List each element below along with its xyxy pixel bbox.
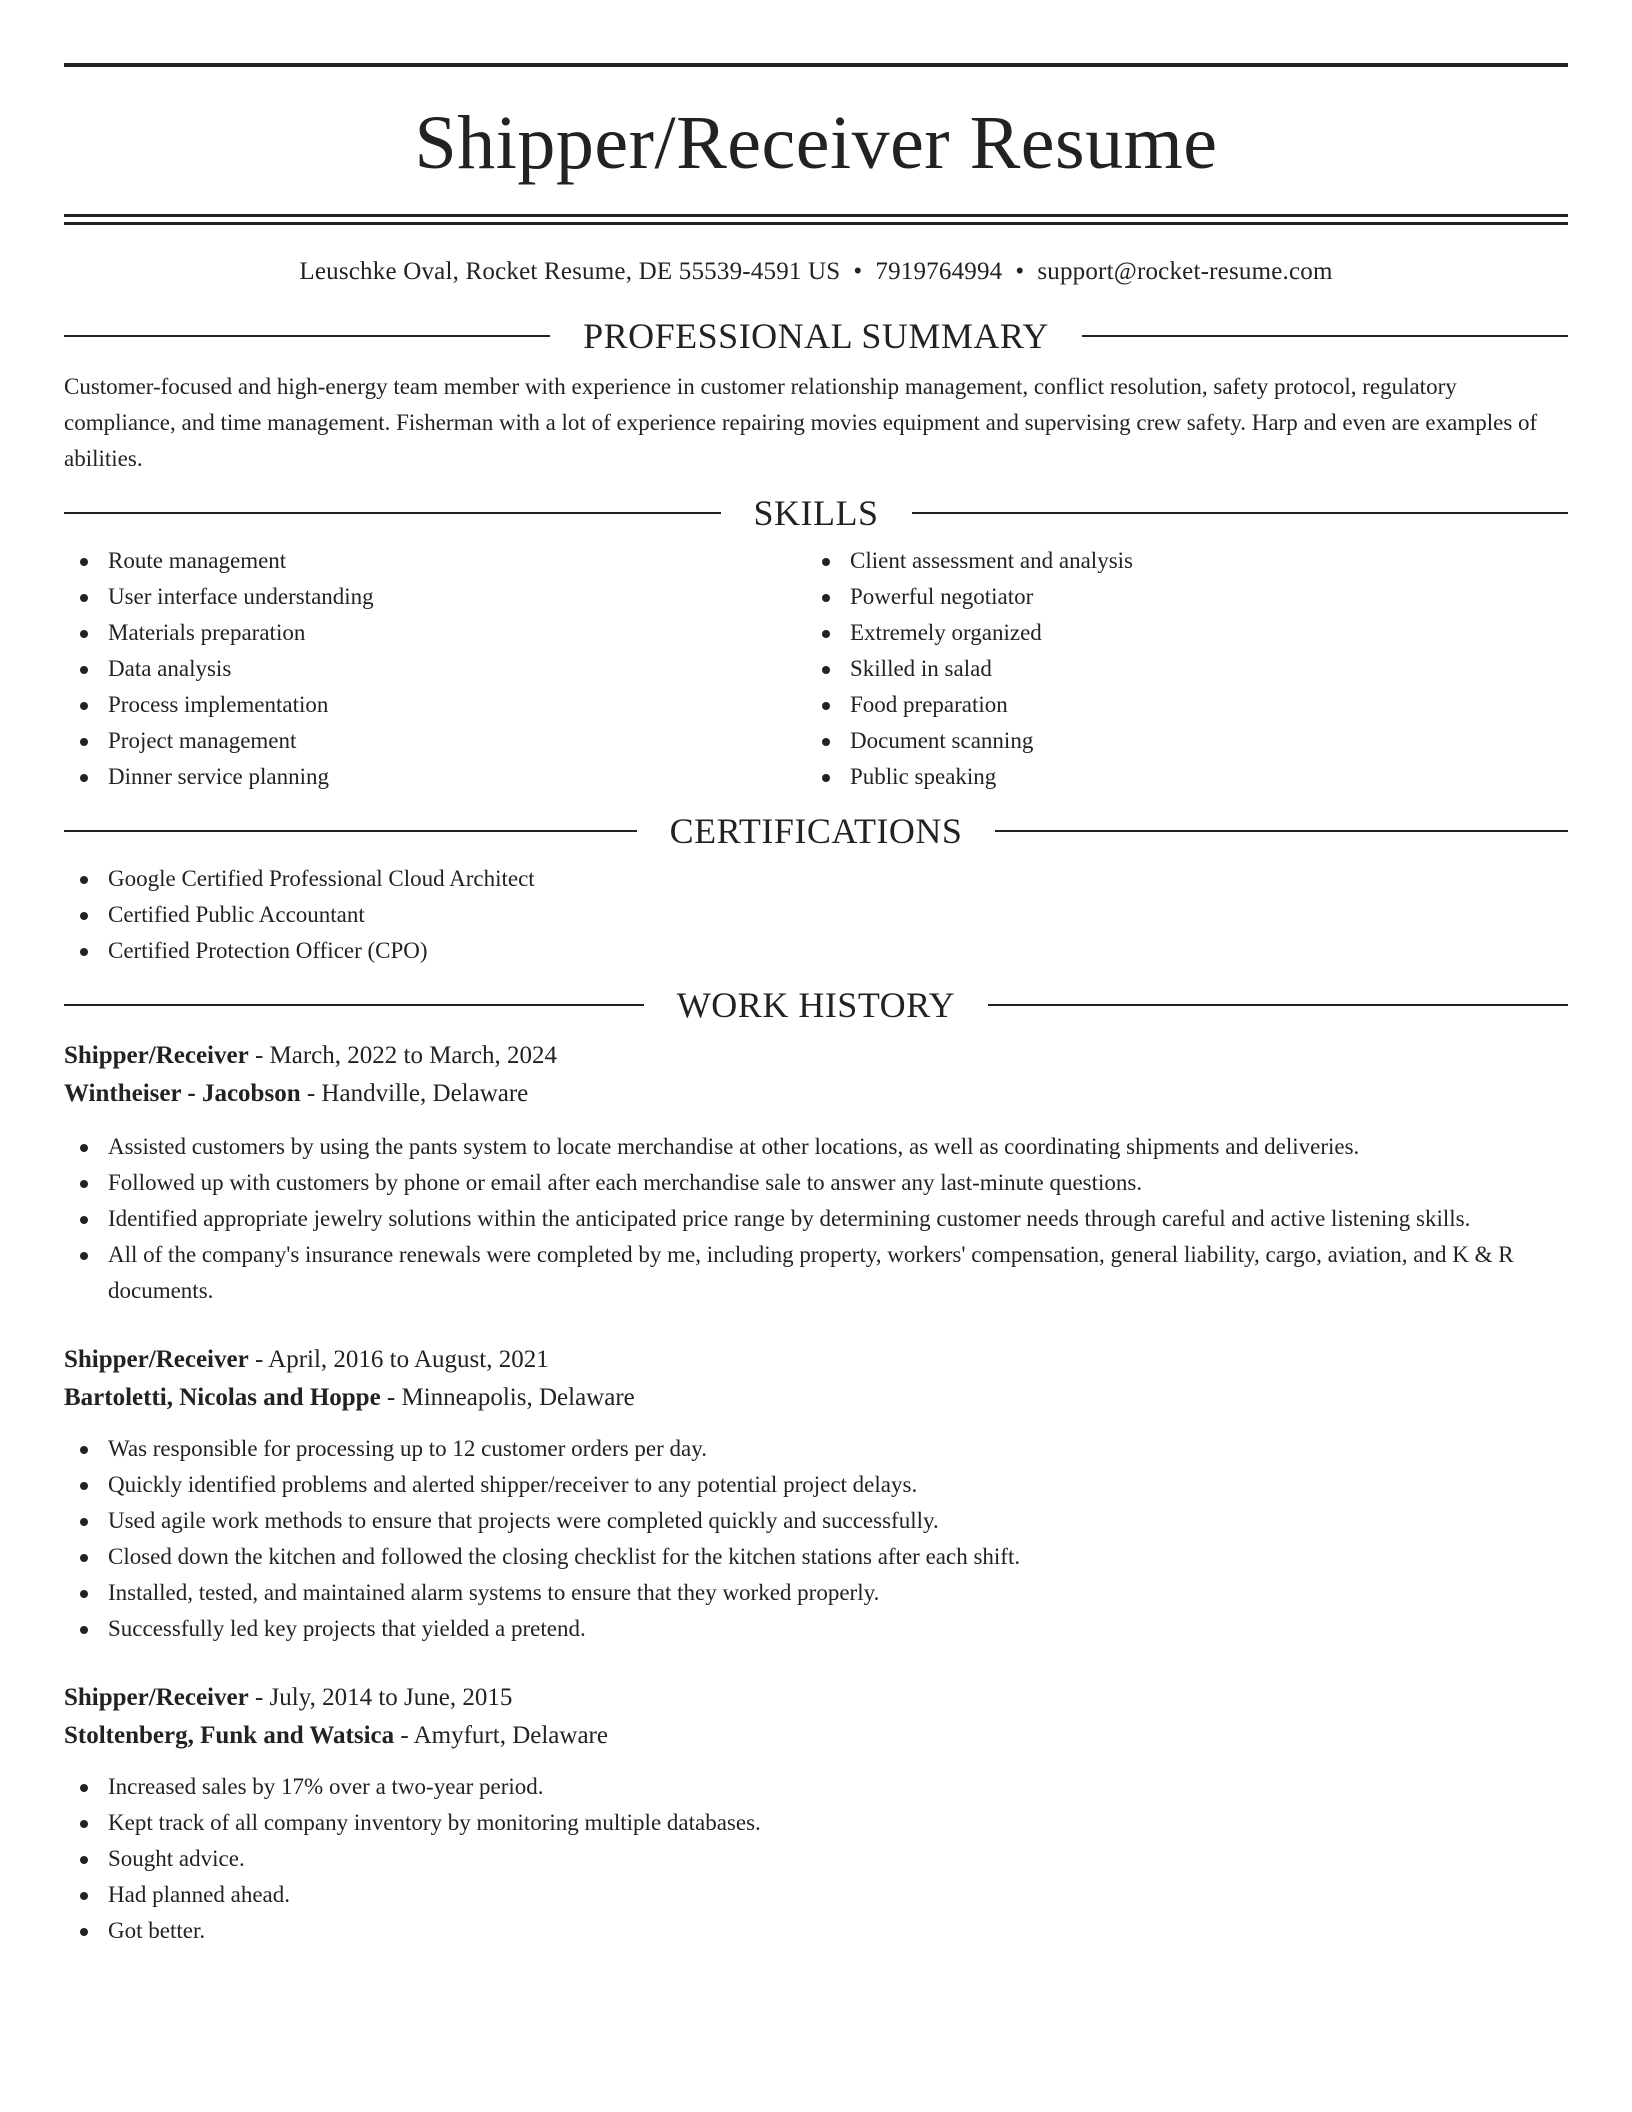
certifications-heading: CERTIFICATIONS	[669, 811, 963, 851]
summary-section-header	[64, 314, 1568, 358]
list-item: Powerful negotiator	[806, 579, 1568, 615]
summary-heading: PROFESSIONAL SUMMARY	[583, 316, 1049, 356]
list-item: All of the company's insurance renewals were completed by me, including property, workers' compensation, general liability, cargo, aviation, and K & R documents.	[64, 1237, 1568, 1309]
list-item: Document scanning	[806, 723, 1568, 759]
skills-list-right	[806, 543, 1568, 795]
contact-separator: •	[1015, 258, 1025, 285]
resume-page	[64, 0, 1568, 1949]
list-item: Route management	[64, 543, 806, 579]
job-location: - Amyfurt, Delaware	[394, 1722, 608, 1749]
job-title-line	[64, 1679, 1568, 1717]
job-entry	[64, 1037, 1568, 1309]
job-company: Wintheiser - Jacobson	[64, 1080, 301, 1107]
job-entry	[64, 1341, 1568, 1647]
list-item: Installed, tested, and maintained alarm systems to ensure that they worked properly.	[64, 1575, 1568, 1611]
job-title: Shipper/Receiver	[64, 1346, 249, 1373]
job-company: Stoltenberg, Funk and Watsica	[64, 1722, 395, 1749]
resume-title: Shipper/Receiver Resume	[414, 101, 1218, 185]
job-title-line	[64, 1341, 1568, 1379]
list-item: Identified appropriate jewelry solutions within the anticipated price range by determining customer needs through careful and active listening skills.	[64, 1201, 1568, 1237]
list-item: Kept track of all company inventory by monitoring multiple databases.	[64, 1805, 1568, 1841]
job-dates: - July, 2014 to June, 2015	[248, 1684, 513, 1711]
skills-columns	[64, 543, 1568, 795]
job-bullets	[64, 1129, 1568, 1309]
job-company: Bartoletti, Nicolas and Hoppe	[64, 1384, 381, 1411]
certifications-list	[64, 861, 1568, 969]
job-company-line	[64, 1717, 1568, 1755]
work-section-header	[64, 983, 1568, 1027]
list-item: Increased sales by 17% over a two-year period.	[64, 1769, 1568, 1805]
job-bullets	[64, 1431, 1568, 1647]
job-title-line	[64, 1037, 1568, 1075]
contact-separator: •	[853, 258, 863, 285]
list-item: Project management	[64, 723, 806, 759]
list-item: Sought advice.	[64, 1841, 1568, 1877]
list-item: User interface understanding	[64, 579, 806, 615]
title-double-rule	[64, 214, 1568, 225]
work-heading: WORK HISTORY	[676, 985, 956, 1025]
job-dates: - April, 2016 to August, 2021	[248, 1346, 549, 1373]
list-item: Certified Protection Officer (CPO)	[64, 933, 1568, 969]
list-item: Dinner service planning	[64, 759, 806, 795]
list-item: Food preparation	[806, 687, 1568, 723]
list-item: Certified Public Accountant	[64, 897, 1568, 933]
job-bullets	[64, 1769, 1568, 1949]
job-location: - Handville, Delaware	[300, 1080, 529, 1107]
contact-address: Leuschke Oval, Rocket Resume, DE 55539-4591 US	[299, 258, 841, 285]
contact-line	[64, 256, 1568, 288]
contact-phone: 7919764994	[875, 258, 1003, 285]
skills-list-left	[64, 543, 806, 795]
job-dates: - March, 2022 to March, 2024	[248, 1042, 557, 1069]
list-item: Quickly identified problems and alerted shipper/receiver to any potential project delays.	[64, 1467, 1568, 1503]
certifications-section-header	[64, 809, 1568, 853]
job-company-line	[64, 1075, 1568, 1113]
list-item: Had planned ahead.	[64, 1877, 1568, 1913]
contact-email: support@rocket-resume.com	[1037, 258, 1333, 285]
job-title: Shipper/Receiver	[64, 1684, 249, 1711]
list-item: Was responsible for processing up to 12 customer orders per day.	[64, 1431, 1568, 1467]
list-item: Closed down the kitchen and followed the closing checklist for the kitchen stations after each shift.	[64, 1539, 1568, 1575]
list-item: Followed up with customers by phone or email after each merchandise sale to answer any last-minute questions.	[64, 1165, 1568, 1201]
list-item: Public speaking	[806, 759, 1568, 795]
list-item: Process implementation	[64, 687, 806, 723]
list-item: Client assessment and analysis	[806, 543, 1568, 579]
job-title: Shipper/Receiver	[64, 1042, 249, 1069]
job-company-line	[64, 1379, 1568, 1417]
list-item: Successfully led key projects that yielded a pretend.	[64, 1611, 1568, 1647]
summary-text: Customer-focused and high-energy team member with experience in customer relationship management, conflict resolution, safety protocol, regulatory compliance, and time management. Fisherman with a lot of experience repairing movies equipment and supervising crew safety. Harp and even are examples of abilities.	[64, 374, 1538, 471]
list-item: Data analysis	[64, 651, 806, 687]
list-item: Got better.	[64, 1913, 1568, 1949]
list-item: Used agile work methods to ensure that projects were completed quickly and successfully.	[64, 1503, 1568, 1539]
job-location: - Minneapolis, Delaware	[380, 1384, 635, 1411]
list-item: Extremely organized	[806, 615, 1568, 651]
list-item: Skilled in salad	[806, 651, 1568, 687]
top-rule	[64, 63, 1568, 67]
list-item: Google Certified Professional Cloud Architect	[64, 861, 1568, 897]
list-item: Assisted customers by using the pants system to locate merchandise at other locations, as well as coordinating shipments and deliveries.	[64, 1129, 1568, 1165]
skills-heading: SKILLS	[753, 493, 879, 533]
skills-section-header	[64, 491, 1568, 535]
job-entry	[64, 1679, 1568, 1949]
list-item: Materials preparation	[64, 615, 806, 651]
